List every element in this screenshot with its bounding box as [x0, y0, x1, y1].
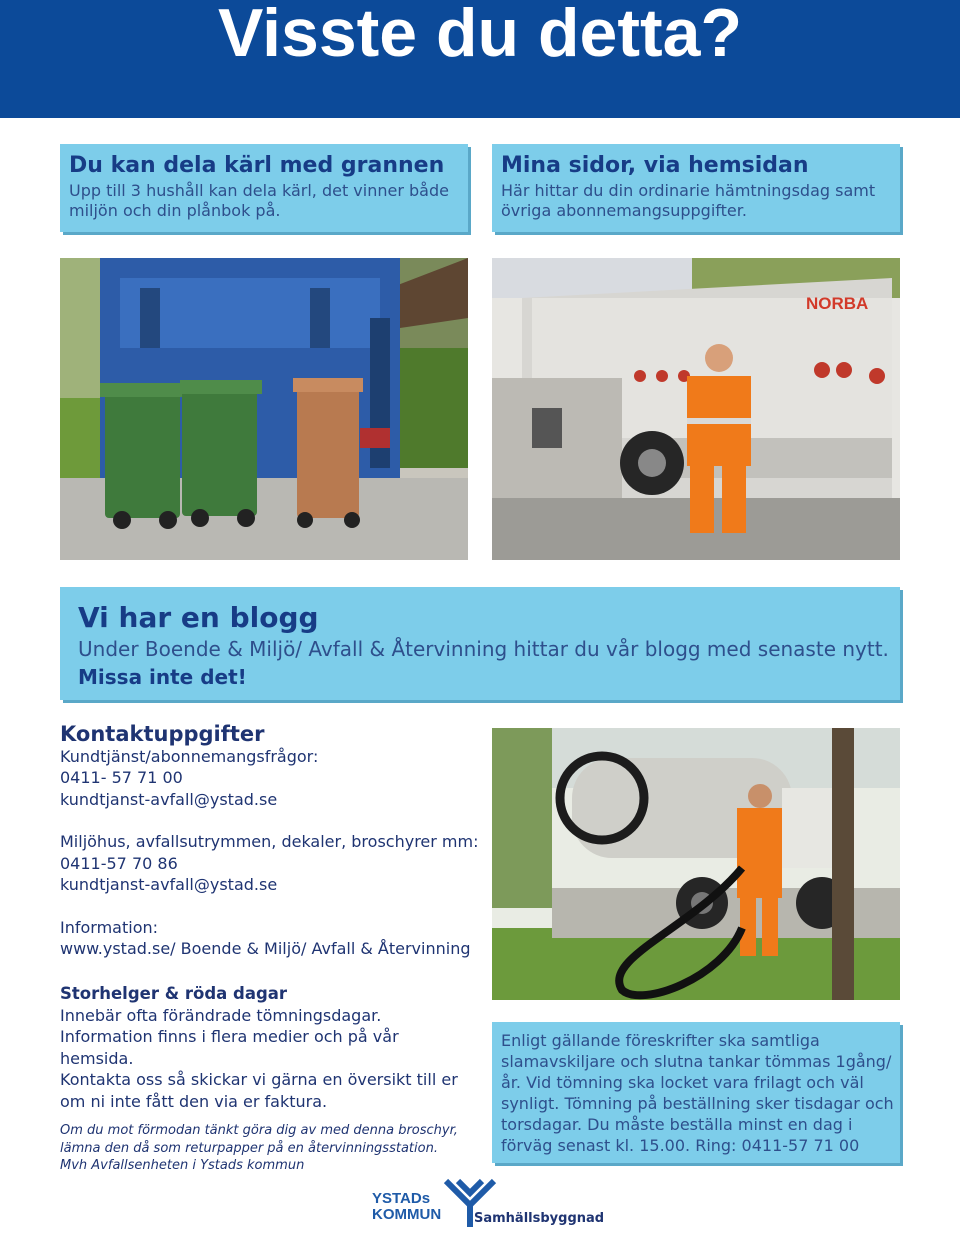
contact-env-label: Miljöhus, avfallsutrymmen, dekaler, broschyrer mm: — [60, 832, 479, 851]
footer-note — [60, 1122, 490, 1175]
holidays-line: Information finns i flera medier och på vår hemsida. — [60, 1027, 399, 1068]
logo-text: YSTADs — [372, 1190, 431, 1207]
box-body: Under Boende & Miljö/ Avfall & Återvinning hittar du vår blogg med senaste nytt. — [78, 637, 889, 661]
holidays-line: Innebär ofta förändrade tömningsdagar. — [60, 1005, 382, 1025]
contact-env-email: kundtjanst-avfall@ystad.se — [60, 875, 278, 894]
truck-brand-label: NORBA — [806, 294, 869, 313]
contact-customer-phone: 0411- 57 71 00 — [60, 768, 183, 787]
footer-note-line: Om du mot förmodan tänkt göra dig av med denna broschyr, — [60, 1123, 458, 1138]
contact-env-phone: 0411-57 70 86 — [60, 853, 178, 873]
box-title: Vi har en blogg — [78, 601, 319, 634]
holidays-section — [60, 983, 470, 1112]
page-title: Visste du detta? — [218, 0, 742, 71]
logo-subtitle: Samhällsbyggnad — [474, 1211, 605, 1226]
holidays-line: Kontakta oss så skickar vi gärna en översikt till er om ni inte fått den via er faktura. — [60, 1070, 458, 1111]
contact-customer-label: Kundtjänst/abonnemangsfrågor: — [60, 746, 319, 766]
box-body: Enligt gällande föreskrifter ska samtliga slamavskiljare och slutna tankar tömmas 1gång/år. Vid tömning ska locket vara frilagt och väl synligt. Tömning på beställning sker tisdagar och torsdagar. Du måste beställa minst en dag i förväg senast kl. 15.00. Ring: 0411-57 71 00 — [501, 1031, 894, 1155]
photo-septic-truck — [492, 728, 900, 1000]
box-body: Här hittar du din ordinarie hämtningsdag samt övriga abonnemangsuppgifter. — [501, 181, 876, 220]
footer-note-line: lämna den då som returpapper på en återvinningsstation. — [60, 1140, 438, 1156]
logo-text: KOMMUN — [372, 1206, 442, 1223]
footer-note-line: Mvh Avfallsenheten i Ystads kommun — [60, 1158, 305, 1173]
info-box-my-pages — [492, 144, 900, 232]
box-title: Mina sidor, via hemsidan — [501, 153, 809, 178]
photo-bins-truck — [60, 258, 468, 560]
info-box-septic-emptying — [492, 1022, 900, 1163]
ystads-kommun-logo — [372, 1177, 605, 1229]
contact-info-label: Information: — [60, 917, 159, 937]
contact-info-url: www.ystad.se/ Boende & Miljö/ Avfall & Återvinning — [60, 939, 471, 958]
contact-customer-email: kundtjanst-avfall@ystad.se — [60, 789, 278, 809]
photo-truck-worker — [492, 258, 900, 560]
header-banner — [0, 0, 960, 118]
contact-section — [60, 724, 480, 960]
contact-title: Kontaktuppgifter — [60, 722, 265, 746]
box-body: Upp till 3 hushåll kan dela kärl, det vinner både miljön och din plånbok på. — [69, 181, 449, 220]
box-cta: Missa inte det! — [78, 665, 247, 689]
info-box-share-bins — [60, 144, 468, 232]
holidays-title: Storhelger & röda dagar — [60, 984, 288, 1003]
info-box-blog — [60, 587, 900, 700]
box-title: Du kan dela kärl med grannen — [69, 153, 445, 178]
